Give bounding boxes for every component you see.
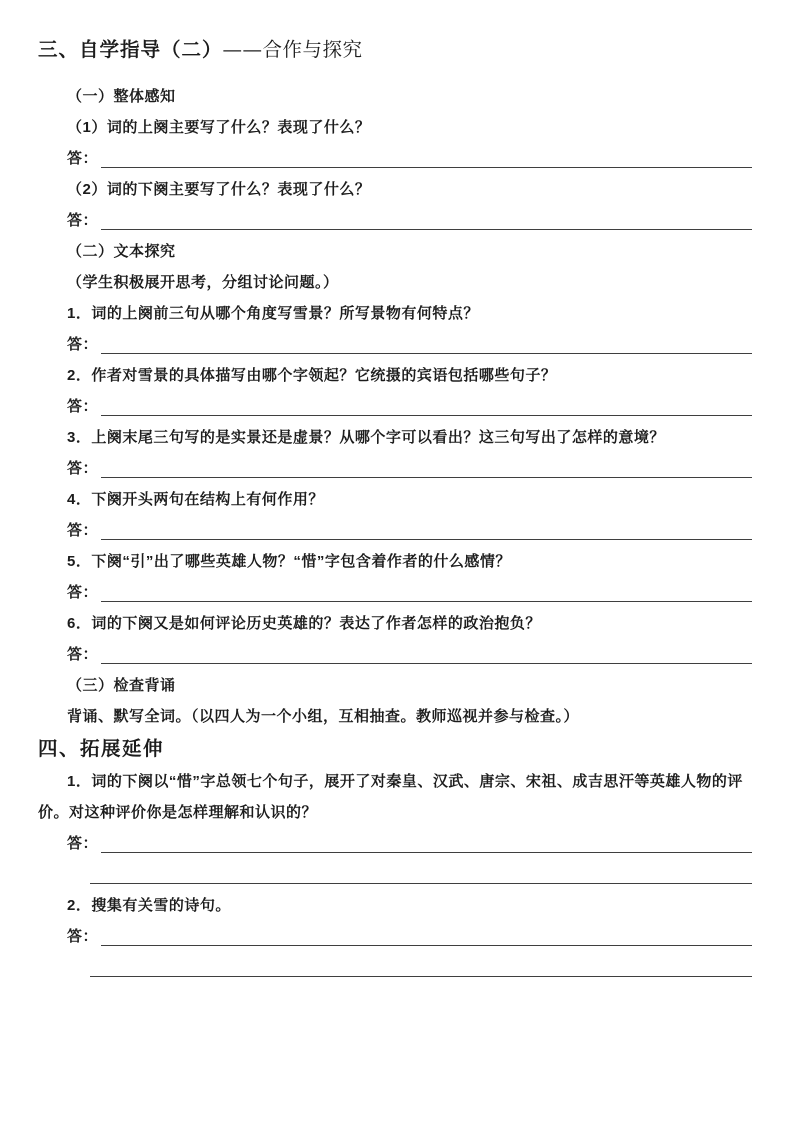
answer-blank-line (101, 921, 752, 946)
part-two-question-5: 5．下阕“引”出了哪些英雄人物？“惜”字包含着作者的什么感情？ (67, 553, 511, 570)
answer-row (38, 329, 752, 360)
answer-blank-line (90, 952, 752, 977)
answer-blank-line (101, 329, 752, 354)
answer-label: 答： (67, 646, 99, 663)
answer-label: 答： (67, 150, 99, 167)
answer-row (38, 921, 752, 952)
answer-blank-line (101, 453, 752, 478)
answer-row (38, 639, 752, 670)
answer-row (38, 515, 752, 546)
section-four-question-2: 2．搜集有关雪的诗句。 (67, 897, 231, 914)
part-two-heading: （二）文本探究 (67, 243, 176, 260)
answer-label: 答： (67, 336, 99, 353)
answer-continuation-row (38, 952, 752, 983)
answer-continuation-row (38, 859, 752, 890)
part-three-heading: （三）检查背诵 (67, 677, 176, 694)
part-three-instruction: 背诵、默写全词。（以四人为一个小组，互相抽查。教师巡视并参与检查。） (67, 708, 580, 725)
part-one-question-2: （2）词的下阕主要写了什么？表现了什么？ (67, 181, 371, 198)
part-two-question-3: 3．上阕末尾三句写的是实景还是虚景？从哪个字可以看出？这三句写出了怎样的意境？ (67, 429, 665, 446)
answer-blank-line (101, 577, 752, 602)
section-three-heading (38, 36, 752, 64)
part-two-question-1: 1．词的上阕前三句从哪个角度写雪景？所写景物有何特点？ (67, 305, 479, 322)
section-four-question-1: 1．词的下阕以“惜”字总领七个句子，展开了对秦皇、汉武、唐宗、宋祖、成吉思汗等英雄人物的评价。对这种评价你是怎样理解和认识的？ (38, 773, 743, 821)
section-three-heading-main: 三、自学指导（二） (38, 39, 223, 61)
answer-label: 答： (67, 584, 99, 601)
part-two-question-6: 6．词的下阕又是如何评论历史英雄的？表达了作者怎样的政治抱负？ (67, 615, 541, 632)
part-two-question-2: 2．作者对雪景的具体描写由哪个字领起？它统摄的宾语包括哪些句子？ (67, 367, 557, 384)
part-one-heading: （一）整体感知 (67, 88, 176, 105)
answer-label: 答： (67, 522, 99, 539)
answer-blank-line (101, 391, 752, 416)
answer-label: 答： (67, 928, 99, 945)
answer-row (38, 453, 752, 484)
answer-label: 答： (67, 398, 99, 415)
answer-blank-line (90, 859, 752, 884)
section-four-heading: 四、拓展延伸 (38, 738, 165, 760)
answer-blank-line (101, 205, 752, 230)
answer-blank-line (101, 515, 752, 540)
answer-label: 答： (67, 835, 99, 852)
answer-blank-line (101, 639, 752, 664)
answer-row (38, 205, 752, 236)
answer-row (38, 143, 752, 174)
section-three-heading-subtitle: ——合作与探究 (222, 38, 363, 61)
answer-row (38, 577, 752, 608)
answer-row (38, 828, 752, 859)
answer-label: 答： (67, 460, 99, 477)
answer-blank-line (101, 143, 752, 168)
answer-blank-line (101, 828, 752, 853)
answer-row (38, 391, 752, 422)
answer-label: 答： (67, 212, 99, 229)
part-one-question-1: （1）词的上阕主要写了什么？表现了什么？ (67, 119, 371, 136)
part-two-note: （学生积极展开思考，分组讨论问题。） (67, 274, 339, 291)
part-two-question-4: 4．下阕开头两句在结构上有何作用？ (67, 491, 324, 508)
